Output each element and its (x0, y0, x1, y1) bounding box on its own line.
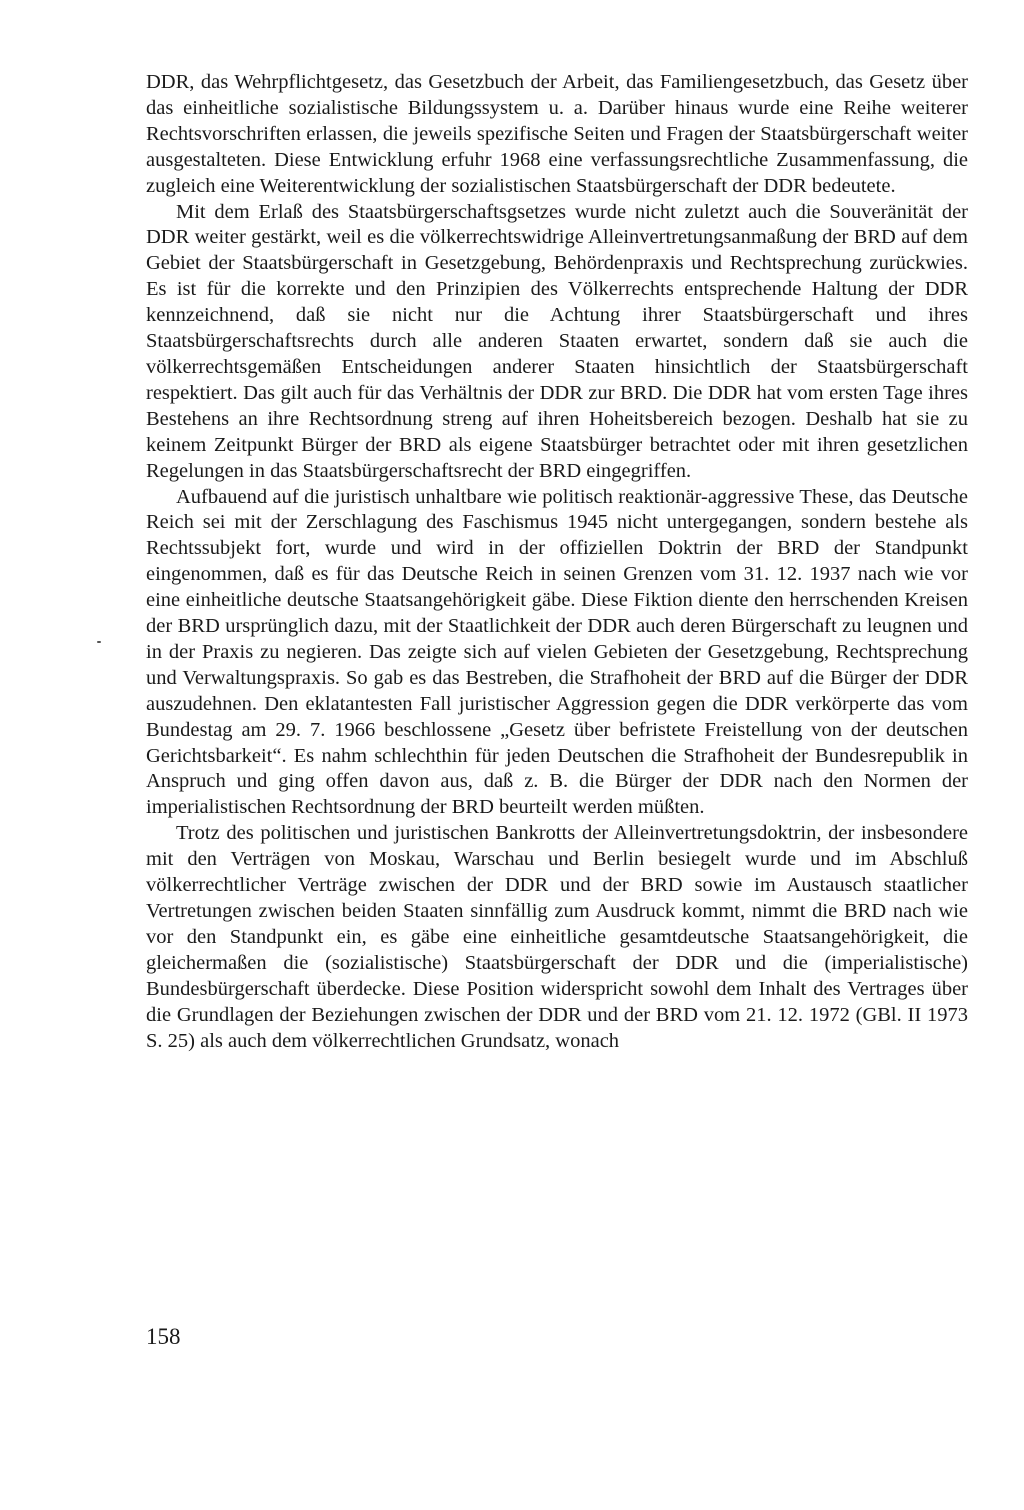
paragraph-2: Mit dem Erlaß des Staatsbürgerschaftsgsetzes wurde nicht zuletzt auch die Souveränität der DDR weiter gestärkt, weil es die völkerrechtswidrige Alleinvertretungsanmaßung der BRD auf dem Gebiet der Staatsbürgerschaft in Gesetzgebung, Behördenpraxis und Rechtsprechung zurückwies. Es ist für die korrekte und den Prinzipien des Völkerrechts entsprechende Haltung der DDR kennzeichnend, daß sie nicht nur die Achtung ihrer Staatsbürgerschaft und ihres Staatsbürgerschaftsrechts durch alle anderen Staaten erwartet, sondern daß sie auch die völkerrechtsgemäßen Entscheidungen anderer Staaten hinsichtlich der Staatsbürgerschaft respektiert. Das gilt auch für das Verhältnis der DDR zur BRD. Die DDR hat vom ersten Tage ihres Bestehens an ihre Rechtsordnung streng auf ihren Hoheitsbereich bezogen. Deshalb hat sie zu keinem Zeitpunkt Bürger der BRD als eigene Staatsbürger betrachtet oder mit ihren gesetzlichen Regelungen in das Staatsbürgerschaftsrecht der BRD eingegriffen. (146, 200, 968, 482)
page-body (146, 70, 968, 1054)
paragraph-1: DDR, das Wehrpflichtgesetz, das Gesetzbuch der Arbeit, das Familiengesetzbuch, das Gesetz über das einheitliche sozialistische Bildungssystem u. a. Darüber hinaus wurde eine Reihe weiterer Rechtsvorschriften erlassen, die jeweils spezifische Seiten und Fragen der Staatsbürgerschaft weiter ausgestalteten. Diese Entwicklung erfuhr 1968 eine verfassungsrechtliche Zusammenfassung, die zugleich eine Weiterentwicklung der sozialistischen Staatsbürgerschaft der DDR bedeutete. (146, 71, 968, 197)
page-number: 158 (146, 1324, 181, 1349)
paragraph-3: Aufbauend auf die juristisch unhaltbare wie politisch reaktionär-aggressive These, das Deutsche Reich sei mit der Zerschlagung des Faschismus 1945 nicht untergegangen, sondern bestehe als Rechtssubjekt fort, wurde und wird in der offiziellen Doktrin der BRD der Standpunkt eingenommen, daß es für das Deutsche Reich in seinen Grenzen vom 31. 12. 1937 nach wie vor eine einheitliche deutsche Staatsangehörigkeit gäbe. Diese Fiktion diente den herrschenden Kreisen der BRD ursprünglich dazu, mit der Staatlichkeit der DDR auch deren Bürgerschaft zu leugnen und in der Praxis zu negieren. Das zeigte sich auf vielen Gebieten der Gesetzgebung, Rechtsprechung und Verwaltungspraxis. So gab es das Bestreben, die Strafhoheit der BRD auf die Bürger der DDR auszudehnen. Den eklatantesten Fall juristischer Aggression gegen die DDR verkörperte das vom Bundestag am 29. 7. 1966 beschlossene „Gesetz über befristete Freistellung von der deutschen Gerichtsbarkeit“. Es nahm schlechthin für jeden Deutschen die Strafhoheit der Bundesrepublik in Anspruch und ging offen davon aus, daß z. B. die Bürger der DDR nach den Normen der imperialistischen Rechtsordnung der BRD beurteilt werden müßten. (146, 485, 968, 819)
paragraph-4: Trotz des politischen und juristischen Bankrotts der Alleinvertretungsdoktrin, der insbesondere mit den Verträgen von Moskau, Warschau und Berlin besiegelt wurde und im Abschluß völkerrechtlicher Verträge zwischen der DDR und der BRD sowie im Austausch staatlicher Vertretungen zwischen beiden Staaten sinnfällig zum Ausdruck kommt, nimmt die BRD nach wie vor den Standpunkt ein, es gäbe eine einheitliche gesamtdeutsche Staatsangehörigkeit, die gleichermaßen die (sozialistische) Staatsbürgerschaft der DDR und die (imperialistische) Bundesbürgerschaft überdecke. Diese Position widerspricht sowohl dem Inhalt des Vertrages über die Grundlagen der Beziehungen zwischen der DDR und der BRD vom 21. 12. 1972 (GBl. II 1973 S. 25) als auch dem völkerrechtlichen Grundsatz, wonach (146, 822, 968, 1052)
scan-speck (97, 641, 101, 643)
